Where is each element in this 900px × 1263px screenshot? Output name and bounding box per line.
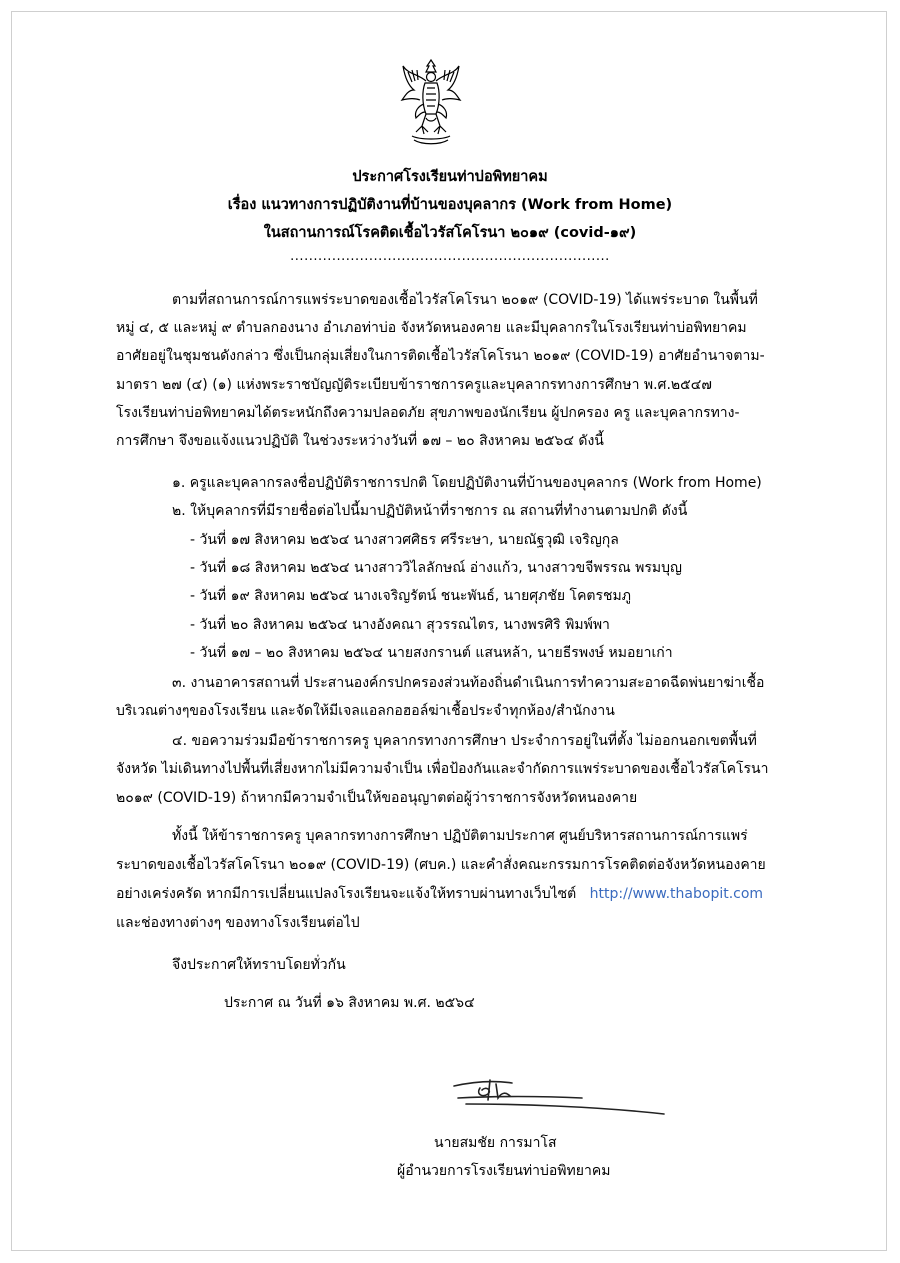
intro-line-3: อาศัยอยู่ในชุมชนดังกล่าว ซึ่งเป็นกลุ่มเสี่ยงในการติดเชื้อไวรัสโคโรนา ๒๐๑๙ (COVID-19) อาศัยอำนาจตาม- bbox=[116, 348, 765, 364]
signatory-name: นายสมชัย การมาโส bbox=[434, 1135, 557, 1151]
schedule-day-20: - วันที่ ๒๐ สิงหาคม ๒๕๖๔ นางอังคณา สุวรรณไตร, นางพรศิริ พิมพ์พา bbox=[190, 617, 610, 633]
schedule-day-17-20: - วันที่ ๑๗ – ๒๐ สิงหาคม ๒๕๖๔ นายสงกรานต์ แสนหล้า, นายธีรพงษ์ หมอยาเก่า bbox=[190, 645, 673, 661]
title-separator: ..................................................................... bbox=[290, 249, 610, 264]
document-subject: เรื่อง แนวทางการปฏิบัติงานที่บ้านของบุคลากร (Work from Home) bbox=[227, 197, 673, 213]
closing-line-4: และช่องทางต่างๆ ของทางโรงเรียนต่อไป bbox=[116, 915, 360, 931]
item-3-line-1: ๓. งานอาคารสถานที่ ประสานองค์กรปกครองส่วนท้องถิ่นดำเนินการทำความสะอาดฉีดพ่นยาฆ่าเชื้อ bbox=[172, 675, 765, 691]
document-context: ในสถานการณ์โรคติดเชื้อไวรัสโคโรนา ๒๐๑๙ (covid-๑๙) bbox=[263, 225, 637, 241]
announce-date: ประกาศ ณ วันที่ ๑๖ สิงหาคม พ.ศ. ๒๕๖๔ bbox=[224, 995, 475, 1011]
closing-line-3-text: อย่างเคร่งครัด หากมีการเปลี่ยนแปลงโรงเรียนจะแจ้งให้ทราบผ่านทางเว็บไซต์ bbox=[116, 886, 577, 902]
signatory-position: ผู้อำนวยการโรงเรียนท่าบ่อพิทยาคม bbox=[397, 1163, 611, 1179]
closing-line-3 bbox=[116, 884, 763, 904]
item-4-line-3: ๒๐๑๙ (COVID-19) ถ้าหากมีความจำเป็นให้ขออนุญาตต่อผู้ว่าราชการจังหวัดหนองคาย bbox=[116, 790, 638, 806]
item-1: ๑. ครูและบุคลากรลงชื่อปฏิบัติราชการปกติ โดยปฏิบัติงานที่บ้านของบุคลากร (Work from Home) bbox=[172, 475, 762, 491]
item-3-line-2: บริเวณต่างๆของโรงเรียน และจัดให้มีเจลแอลกอฮอล์ฆ่าเชื้อประจำทุกห้อง/สำนักงาน bbox=[116, 703, 615, 719]
schedule-day-18: - วันที่ ๑๘ สิงหาคม ๒๕๖๔ นางสาววิไลลักษณ์ อ่างแก้ว, นางสาวขจีพรรณ พรมบุญ bbox=[190, 560, 682, 576]
closing-line-2: ระบาดของเชื้อไวรัสโคโรนา ๒๐๑๙ (COVID-19) (ศบค.) และคำสั่งคณะกรรมการโรคติดต่อจังหวัดหนองคาย bbox=[116, 857, 766, 873]
signature-icon bbox=[452, 1074, 667, 1124]
announce-text: จึงประกาศให้ทราบโดยทั่วกัน bbox=[172, 957, 346, 973]
intro-line-6: การศึกษา จึงขอแจ้งแนวปฏิบัติ ในช่วงระหว่างวันที่ ๑๗ – ๒๐ สิงหาคม ๒๕๖๔ ดังนี้ bbox=[116, 433, 604, 449]
intro-line-1: ตามที่สถานการณ์การแพร่ระบาดของเชื้อไวรัสโคโรนา ๒๐๑๙ (COVID-19) ได้แพร่ระบาด ในพื้นที่ bbox=[172, 292, 758, 308]
item-4-line-2: จังหวัด ไม่เดินทางไปพื้นที่เสี่ยงหากไม่มีความจำเป็น เพื่อป้องกันและจำกัดการแพร่ระบาดของเชื้อไวรัสโคโรนา bbox=[116, 761, 769, 777]
schedule-day-19: - วันที่ ๑๙ สิงหาคม ๒๕๖๔ นางเจริญรัตน์ ชนะพันธ์, นายศุภชัย โคตรชมภู bbox=[190, 588, 632, 604]
item-2: ๒. ให้บุคลากรที่มีรายชื่อต่อไปนี้มาปฏิบัติหน้าที่ราชการ ณ สถานที่ทำงานตามปกติ ดังนี้ bbox=[172, 503, 688, 519]
schedule-day-17: - วันที่ ๑๗ สิงหาคม ๒๕๖๔ นางสาวศศิธร ศรีระษา, นายณัฐวุฒิ เจริญกุล bbox=[190, 532, 619, 548]
closing-line-1: ทั้งนี้ ให้ข้าราชการครู บุคลากรทางการศึกษา ปฏิบัติตามประกาศ ศูนย์บริหารสถานการณ์การแพร่ bbox=[172, 828, 748, 844]
school-website-link[interactable]: http://www.thabopit.com bbox=[589, 886, 764, 902]
garuda-emblem-icon bbox=[400, 56, 462, 148]
intro-line-4: มาตรา ๒๗ (๔) (๑) แห่งพระราชบัญญัติระเบียบข้าราชการครูและบุคลากรทางการศึกษา พ.ศ.๒๕๔๗ bbox=[116, 377, 712, 393]
item-4-line-1: ๔. ขอความร่วมมือข้าราชการครู บุคลากรทางการศึกษา ประจำการอยู่ในที่ตั้ง ไม่ออกนอกเขตพื้นที่ bbox=[172, 733, 757, 749]
document-title: ประกาศโรงเรียนท่าบ่อพิทยาคม bbox=[352, 169, 548, 185]
intro-line-5: โรงเรียนท่าบ่อพิทยาคมได้ตระหนักถึงความปลอดภัย สุขภาพของนักเรียน ผู้ปกครอง ครู และบุคลากรทาง- bbox=[116, 405, 740, 421]
intro-line-2: หมู่ ๔, ๕ และหมู่ ๙ ตำบลกองนาง อำเภอท่าบ่อ จังหวัดหนองคาย และมีบุคลากรในโรงเรียนท่าบ่อพิทยาคม bbox=[116, 320, 747, 336]
